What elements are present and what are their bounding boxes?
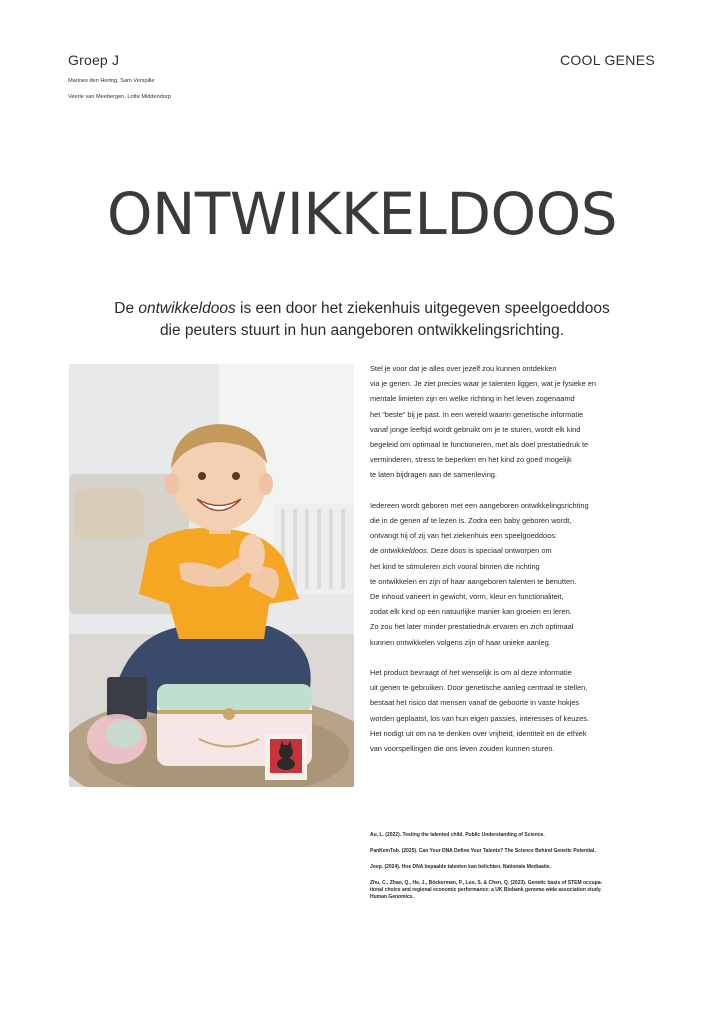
reference-item: [370, 880, 660, 901]
p3-line: uit genen te gebruiken. Door genetische aanleg centraal te stellen,: [370, 683, 588, 693]
clapping-hands: [239, 534, 265, 574]
suitcase-clasp: [223, 708, 235, 720]
intro-prefix: De: [114, 300, 139, 317]
cushion: [74, 489, 144, 539]
authors-line-2: Veerle van Meebergen, Lotte Middendorp: [68, 94, 171, 100]
references: [370, 832, 660, 910]
reference-line: tional choice and regional economic performance: a UK Biobank genome-wide association study.: [370, 887, 602, 893]
p2-line: Zo zou het later minder prestatiedruk ervaren en zich optimaal: [370, 622, 574, 632]
reference-item: PanKemTob. (2025). Can Your DNA Define Your Talents? The Science Behind Genetic Potential.: [370, 848, 596, 854]
paragraph-2: [370, 498, 660, 650]
p3-line: worden geplaatst, los van hun eigen passies, interesses of keuzes.: [370, 713, 589, 723]
group-label: Groep J: [68, 52, 120, 68]
p1-line: het “beste” bij je past. In een wereld waarin genetische informatie: [370, 409, 584, 419]
p2-line: zodat elk kind op een natuurlijke manier kan groeien en leren.: [370, 607, 572, 617]
p3-line: bestaat het risico dat mensen vanaf de geboorte in vaste hokjes: [370, 698, 580, 708]
child-with-toybox-illustration: [69, 364, 354, 787]
reference-item: Joep. (2024). Hoe DNA bepaalde talenten kan belichten. Nationale Mediaatie.: [370, 864, 551, 870]
p2-line: het kind te stimuleren zich vooral binnen die richting: [370, 561, 540, 571]
p1-line: verminderen, stress te beperken en het kind zo goed mogelijk: [370, 455, 572, 465]
p1-line: Stel je voor dat je alles over jezelf zou kunnen ontdekken: [370, 364, 557, 373]
p1-line: via je genen. Je ziet precies waar je talenten liggen, wat je fysieke en: [370, 379, 596, 389]
p1-line: begeleid om optimaal te functioneren, met als doel prestatiedruk te: [370, 440, 589, 450]
reference-item: Au, L. (2022). Testing the talented child. Public Understanding of Science.: [370, 832, 545, 838]
p2-line: die in de genen af te lezen is. Zodra een baby geboren wordt,: [370, 516, 572, 526]
p2-after-emphasis: . Deze doos is speciaal ontworpen om: [426, 546, 552, 556]
dark-toy-block: [107, 677, 147, 719]
brand-label: COOL GENES: [559, 52, 655, 68]
p2-line: ontvangt hij of zij van het ziekenhuis een speelgoeddoos:: [370, 531, 557, 541]
intro-emphasis: ontwikkeldoos: [138, 300, 236, 317]
p3-line: van voorspellingen die ons leven zouden kunnen sturen.: [370, 744, 555, 754]
p2-line: Iedereen wordt geboren met een aangeboren ontwikkelingsrichting: [370, 500, 589, 510]
author-list: [68, 73, 171, 105]
reference-line: Zhu, C., Zhao, Q., He, J., Böckerman, P., Luo, S. & Chen, Q. (2023). Genetic basis of STEM occupa-: [370, 880, 603, 886]
p2-line: te ontwikkelen en zijn of haar aangeboren talenten te benutten.: [370, 576, 577, 586]
body-text: [370, 361, 660, 771]
cat-icon: [279, 745, 293, 759]
p2-line: kunnen ontwikkelen volgens zijn of haar unieke aanleg.: [370, 637, 551, 647]
paragraph-3: [370, 665, 660, 756]
intro-line-1-rest: is een door het ziekenhuis uitgegeven speelgoeddoos: [235, 300, 610, 317]
authors-line-1: Marloes den Hertog, Sam Verspille: [68, 78, 155, 84]
p1-line: te laten bijdragen aan de samenleving.: [370, 470, 497, 480]
reference-line: Human Genomics.: [370, 894, 414, 900]
intro-line-2: die peuters stuurt in hun aangeboren ontwikkelingsrichting.: [159, 322, 565, 339]
page-title: ONTWIKKELDOOS: [106, 180, 618, 248]
p2-line: De inhoud varieert in gewicht, vorm, kleur en functionaliteit,: [370, 592, 564, 602]
paragraph-1: [370, 361, 660, 483]
p3-line: Het product bevraagt of het wenselijk is om al deze informatie: [370, 668, 572, 678]
p2-emphasis: ontwikkeldoos: [380, 546, 427, 556]
p1-line: vanaf jonge leeftijd wordt gebruikt om je te sturen, wordt elk kind: [370, 424, 581, 434]
p2-prefix: de: [370, 546, 381, 556]
child-photo: [69, 364, 354, 787]
intro-paragraph: [60, 298, 664, 342]
p3-line: Het nodigt uit om na te denken over vrijheid, identiteit en de ethiek: [370, 728, 587, 738]
p1-line: mentale limieten zijn en welke richting in het leven zogenaamd: [370, 394, 575, 404]
